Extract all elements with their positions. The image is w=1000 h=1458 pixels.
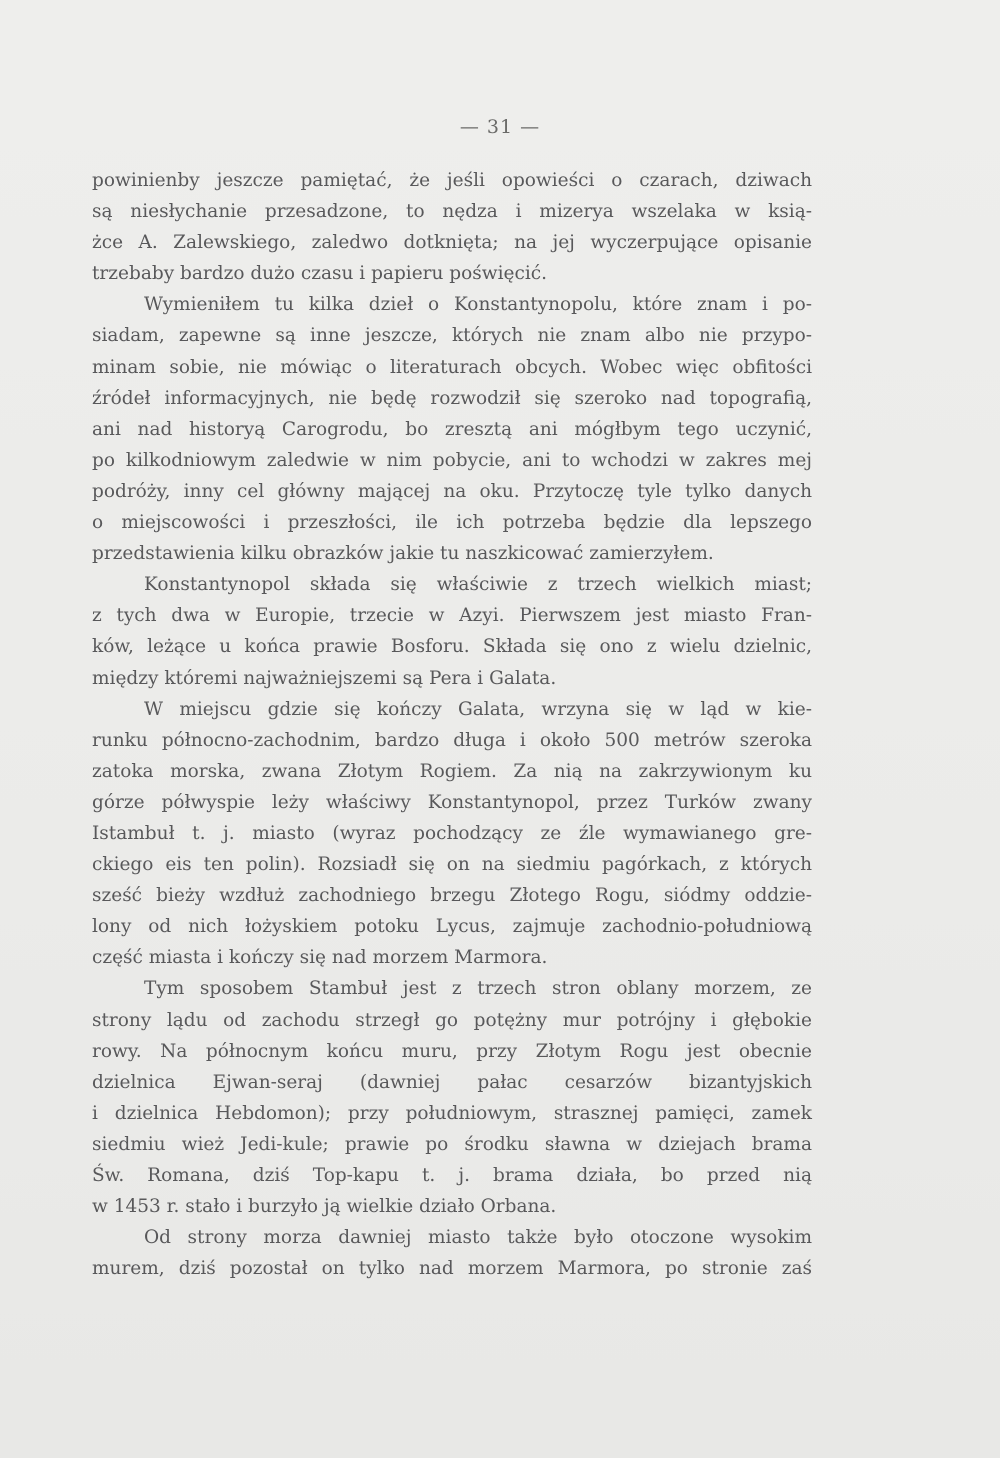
body-text [92, 165, 812, 1284]
text-line: trzebaby bardzo dużo czasu i papieru poświęcić. [92, 263, 548, 285]
text-line: z tych dwa w Europie, trzecie w Azyi. Pierwszem jest miasto Fran- [92, 605, 812, 627]
text-line: żce A. Zalewskiego, zaledwo dotknięta; na jej wyczerpujące opisanie [92, 232, 812, 254]
text-line: w 1453 r. stało i burzyło ją wielkie działo Orbana. [92, 1196, 557, 1218]
text-line: o miejscowości i przeszłości, ile ich potrzeba będzie dla lepszego [92, 512, 812, 534]
text-line: i dzielnica Hebdomon); przy południowym, strasznej pamięci, zamek [92, 1102, 812, 1124]
text-line: ków, leżące u końca prawie Bosforu. Składa się ono z wielu dzielnic, [92, 636, 812, 658]
page-number: — 31 — [459, 116, 541, 138]
text-line: ani nad historyą Carogrodu, bo zresztą ani mógłbym tego uczynić, [92, 418, 812, 440]
text-line: Od strony morza dawniej miasto także było otoczone wysokim [144, 1227, 812, 1249]
text-line: powinienby jeszcze pamiętać, że jeśli opowieści o czarach, dziwach [92, 170, 812, 191]
text-line: rowy. Na północnym końcu muru, przy Złotym Rogu jest obecnie [92, 1040, 812, 1062]
text-line: Konstantynopol składa się właściwie z trzech wielkich miast; [144, 574, 812, 596]
text-line: Tym sposobem Stambuł jest z trzech stron oblany morzem, ze [144, 978, 812, 1000]
text-line: strony lądu od zachodu strzegł go potężny mur potrójny i głębokie [92, 1009, 812, 1031]
text-line: część miasta i kończy się nad morzem Marmora. [92, 947, 548, 969]
text-line: sześć bieży wzdłuż zachodniego brzegu Złotego Rogu, siódmy oddzie- [92, 885, 812, 907]
text-line: po kilkodniowym zaledwie w nim pobycie, ani to wchodzi w zakres mej [92, 449, 812, 471]
text-line: przedstawienia kilku obrazków jakie tu naszkicować zamierzyłem. [92, 543, 714, 565]
text-line: są niesłychanie przesadzone, to nędza i mizerya wszelaka w ksią- [92, 201, 812, 223]
text-line: siedmiu wież Jedi-kule; prawie po środku sławna w dziejach brama [92, 1133, 812, 1155]
text-line: ckiego eis ten polin). Rozsiadł się on na siedmiu pagórkach, z których [92, 854, 812, 876]
text-line: murem, dziś pozostał on tylko nad morzem Marmora, po stronie zaś [92, 1258, 812, 1280]
text-line: Wymieniłem tu kilka dzieł o Konstantynopolu, które znam i po- [144, 294, 812, 316]
text-line: dzielnica Ejwan-seraj (dawniej pałac cesarzów bizantyjskich [92, 1071, 812, 1093]
text-line: górze półwyspie leży właściwy Konstantynopol, przez Turków zwany [92, 791, 812, 813]
text-line: między któremi najważniejszemi są Pera i Galata. [92, 667, 557, 689]
text-line: W miejscu gdzie się kończy Galata, wrzyna się w ląd w kie- [144, 698, 812, 720]
text-line: źródeł informacyjnych, nie będę rozwodził się szeroko nad topografią, [92, 387, 812, 409]
text-line: Św. Romana, dziś Top-kapu t. j. brama działa, bo przed nią [92, 1165, 812, 1186]
text-line: zatoka morska, zwana Złotym Rogiem. Za nią na zakrzywionym ku [92, 760, 812, 782]
text-line: podróży, inny cel główny mającej na oku. Przytoczę tyle tylko danych [92, 480, 812, 502]
text-line: minam sobie, nie mówiąc o literaturach obcych. Wobec więc obfitości [92, 356, 812, 378]
text-line: Istambuł t. j. miasto (wyraz pochodzący ze źle wymawianego gre- [92, 822, 812, 844]
text-line: runku północno-zachodnim, bardzo długa i około 500 metrów szeroka [92, 729, 812, 751]
text-line: siadam, zapewne są inne jeszcze, których nie znam albo nie przypo- [92, 325, 812, 347]
text-line: lony od nich łożyskiem potoku Lycus, zajmuje zachodnio-południową [92, 916, 812, 938]
